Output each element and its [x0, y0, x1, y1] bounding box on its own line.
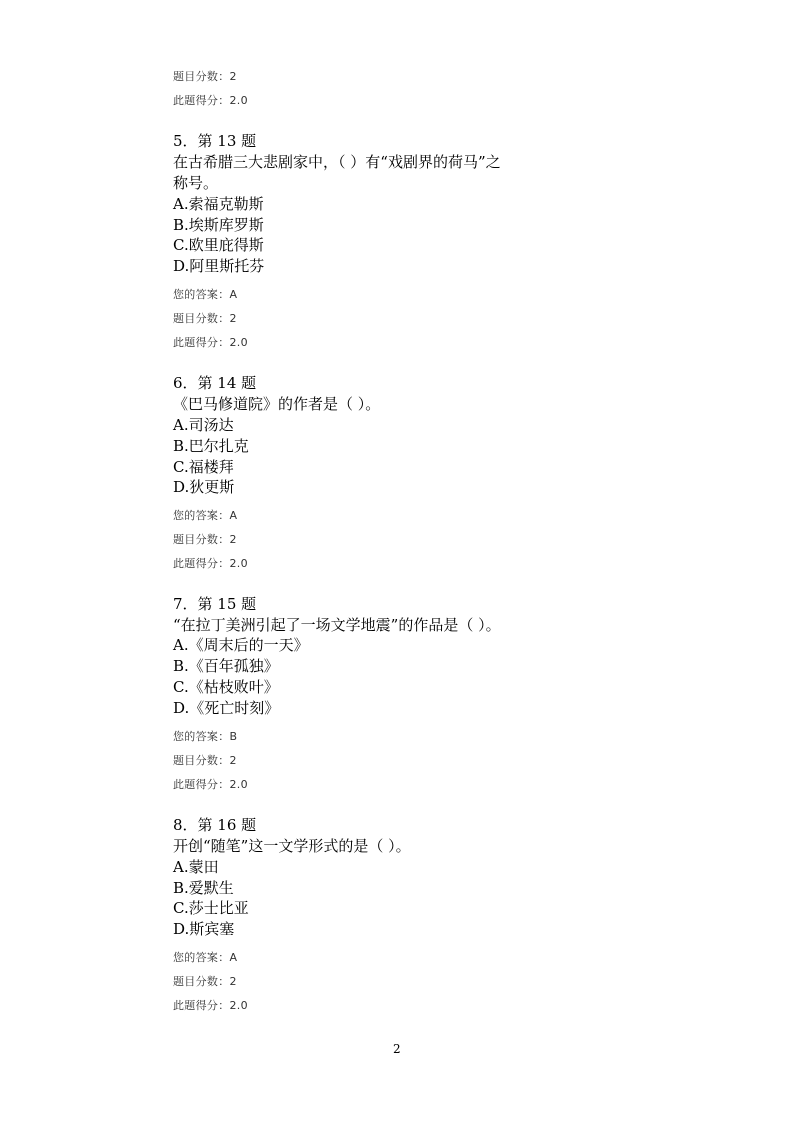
q7-got: 此题得分：2.0 — [173, 778, 248, 791]
q5-score: 题目分数：2 — [173, 312, 237, 325]
q7-option-c: C.《枯枝败叶》 — [173, 678, 279, 696]
q5-text-2: 称号。 — [173, 174, 219, 192]
q5-answer: 您的答案：A — [173, 288, 238, 301]
q5-text-1: 在古希腊三大悲剧家中，（ ）有“戏剧界的荷马”之 — [173, 153, 501, 171]
q5-option-a: A.索福克勒斯 — [173, 195, 264, 213]
prev-got: 此题得分：2.0 — [173, 94, 248, 107]
q8-option-b: B.爱默生 — [173, 879, 234, 897]
q5-option-c: C.欧里庇得斯 — [173, 236, 264, 254]
q8-header: 8．第 16 题 — [173, 816, 257, 834]
q8-option-c: C.莎士比亚 — [173, 899, 249, 917]
q8-text-1: 开创“随笔”这一文学形式的是（ ）。 — [173, 837, 411, 855]
q6-score: 题目分数：2 — [173, 533, 237, 546]
q6-got: 此题得分：2.0 — [173, 557, 248, 570]
prev-score: 题目分数：2 — [173, 70, 237, 83]
q7-option-d: D.《死亡时刻》 — [173, 699, 280, 717]
q6-text-1: 《巴马修道院》的作者是（ ）。 — [173, 395, 381, 413]
q5-option-b: B.埃斯库罗斯 — [173, 216, 264, 234]
q5-option-d: D.阿里斯托芬 — [173, 257, 265, 275]
q8-score: 题目分数：2 — [173, 975, 237, 988]
q6-answer: 您的答案：A — [173, 509, 238, 522]
q6-header: 6．第 14 题 — [173, 374, 257, 392]
q7-text-1: “在拉丁美洲引起了一场文学地震”的作品是（ ）。 — [173, 616, 501, 634]
q7-header: 7．第 15 题 — [173, 595, 257, 613]
q6-option-c: C.福楼拜 — [173, 458, 234, 476]
q5-got: 此题得分：2.0 — [173, 336, 248, 349]
q8-answer: 您的答案：A — [173, 951, 238, 964]
q6-option-b: B.巴尔扎克 — [173, 437, 249, 455]
page-number: 2 — [393, 1042, 401, 1056]
q7-option-b: B.《百年孤独》 — [173, 657, 279, 675]
q6-option-a: A.司汤达 — [173, 416, 234, 434]
q7-score: 题目分数：2 — [173, 754, 237, 767]
q8-option-a: A.蒙田 — [173, 858, 219, 876]
q7-answer: 您的答案：B — [173, 730, 238, 743]
q8-option-d: D.斯宾塞 — [173, 920, 235, 938]
q7-option-a: A.《周末后的一天》 — [173, 636, 309, 654]
q6-option-d: D.狄更斯 — [173, 478, 235, 496]
q5-header: 5．第 13 题 — [173, 132, 257, 150]
q8-got: 此题得分：2.0 — [173, 999, 248, 1012]
